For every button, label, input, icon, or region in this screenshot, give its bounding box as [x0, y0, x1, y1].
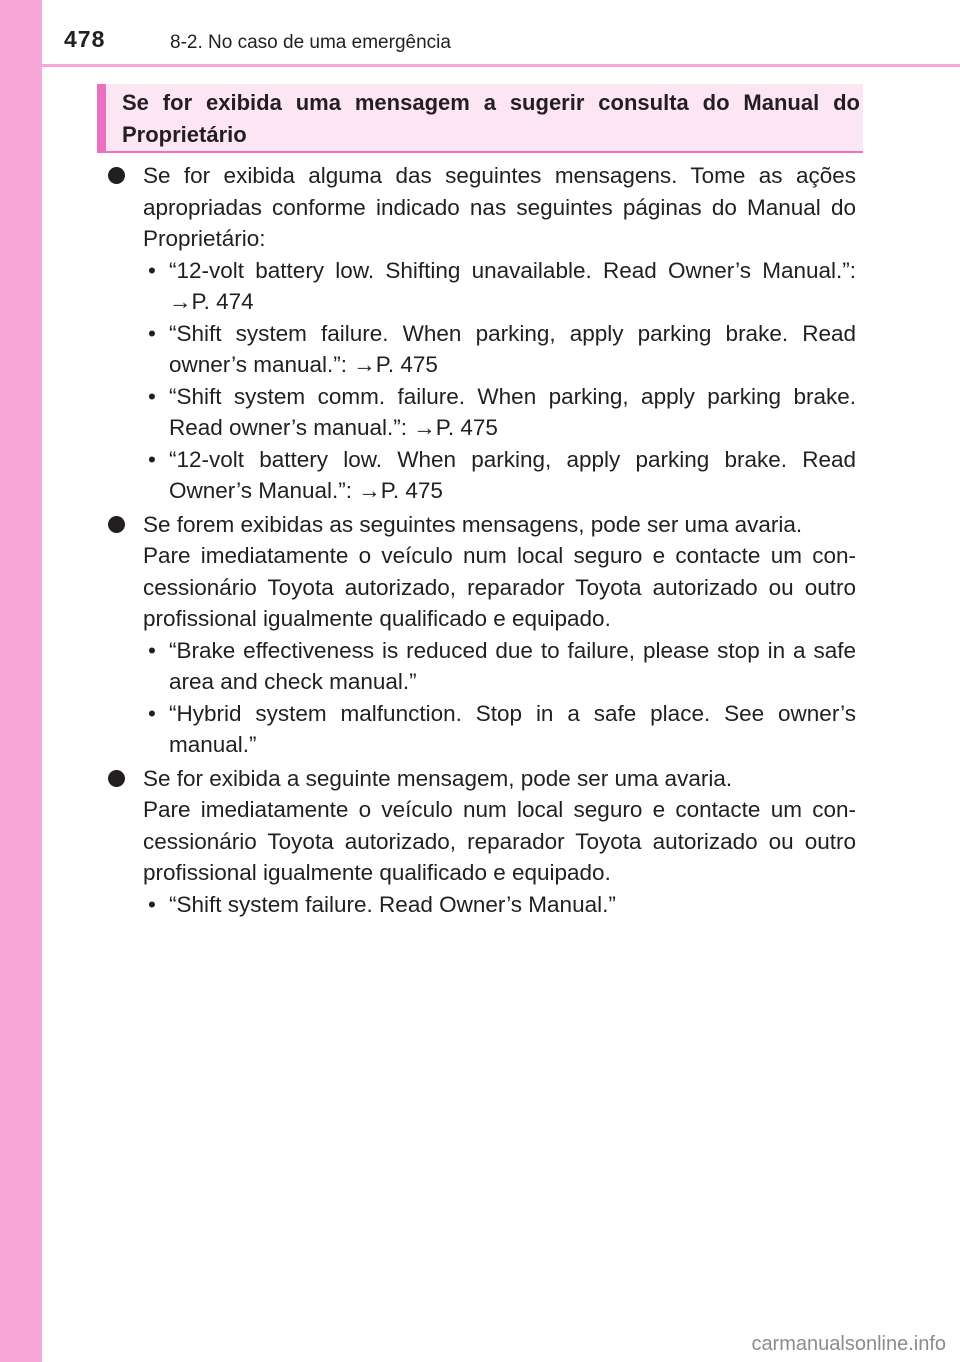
- bullet-dot-icon: [108, 167, 125, 184]
- list-item: [108, 160, 856, 507]
- sub-item: [143, 318, 856, 381]
- bullet-dot-icon: [108, 770, 125, 787]
- bullet-dot-icon: [108, 516, 125, 533]
- bullet-icon: •: [148, 700, 156, 726]
- topic-title: Se for exibida uma mensagem a sugerir consulta do Manual do Proprietário: [122, 90, 860, 147]
- sub-item: [143, 381, 856, 444]
- sub-item-text: “Hybrid system malfunction. Stop in a safe place. See owner’s manual.”: [169, 700, 856, 757]
- bullet-icon: •: [148, 320, 156, 346]
- item-text: Se for exibida a seguinte mensagem, pode ser uma avaria.: [143, 765, 733, 791]
- section-title: 8-2. No caso de uma emergência: [170, 32, 451, 53]
- bullet-icon: •: [148, 257, 156, 283]
- bullet-icon: •: [148, 891, 156, 917]
- sub-item: [143, 889, 856, 921]
- sub-item: [143, 635, 856, 698]
- sub-item-text: “Shift system failure. When parking, apply parking brake. Read owner’s manual.”: →P. 475: [169, 320, 856, 377]
- item-text: Se for exibida alguma das seguintes mensagens. Tome as ações apropriadas conforme indicado nas seguintes páginas do Manual do Proprietário:: [143, 163, 856, 251]
- side-tab-strip: [0, 0, 42, 1362]
- sub-item-text: “Shift system comm. failure. When parking, apply parking brake. Read owner’s manual.”: →P. 475: [169, 383, 856, 440]
- bullet-icon: •: [148, 637, 156, 663]
- sub-item-text: “12-volt battery low. Shifting unavailable. Read Owner’s Manual.”: →P. 474: [169, 257, 856, 314]
- content-body: [108, 160, 856, 922]
- sub-item: [143, 444, 856, 507]
- bullet-icon: •: [148, 383, 156, 409]
- item-text: Se forem exibidas as seguintes mensagens, pode ser uma avaria.: [143, 511, 803, 537]
- header-rule: [0, 64, 960, 67]
- item-text-continued: Pare imediatamente o veículo num local seguro e contacte um concessionário Toyota autorizado, reparador Toyota autorizado ou outro profissional igualmente qualificado e equipado.: [143, 543, 856, 631]
- watermark-footer: carmanualsonline.info: [751, 1333, 946, 1355]
- sub-item-text: “Brake effectiveness is reduced due to failure, please stop in a safe area and check manual.”: [169, 637, 856, 694]
- bullet-icon: •: [148, 446, 156, 472]
- list-item: [108, 763, 856, 921]
- sub-item-text: “12-volt battery low. When parking, apply parking brake. Read Owner’s Manual.”: →P. 475: [169, 446, 856, 503]
- list-item: [108, 509, 856, 761]
- topic-title-box: [97, 84, 863, 153]
- item-text-continued: Pare imediatamente o veículo num local seguro e contacte um concessionário Toyota autorizado, reparador Toyota autorizado ou outro profissional igualmente qualificado e equipado.: [143, 797, 856, 885]
- sub-item: [143, 255, 856, 318]
- sub-item: [143, 698, 856, 761]
- page-number: 478: [64, 26, 106, 52]
- sub-item-text: “Shift system failure. Read Owner’s Manual.”: [169, 891, 616, 917]
